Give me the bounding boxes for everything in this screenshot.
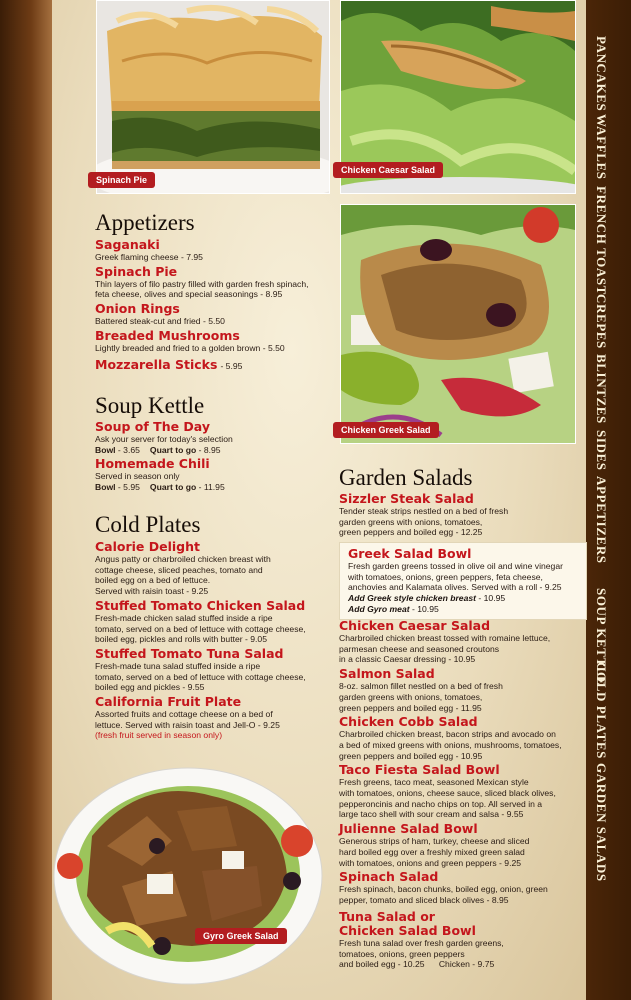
soup-list [95, 420, 335, 495]
spinach-pie-photo [96, 0, 330, 194]
item-description: Generous strips of ham, turkey, cheese and sliced hard boiled egg over a freshly mixed green salad with tomatoes, onions and green peppers - 9.25 [339, 836, 530, 868]
item-name: Soup of The Day [95, 419, 210, 434]
category-tab-crepes[interactable]: CREPES [594, 294, 609, 349]
menu-item [339, 822, 584, 868]
item-name: Stuffed Tomato Chicken Salad [95, 597, 306, 613]
item-name: Saganaki [95, 237, 160, 252]
item-name: Breaded Mushrooms [95, 327, 240, 343]
item-description: Fresh greens, taco meat, seasoned Mexican style with tomatoes, onions, cheese sauce, sliced black olives, pepperoncinis and nacho chips on top. All served in a large taco shell with sour cream and salsa - 9.55 [339, 777, 556, 820]
category-tab-appetizers[interactable]: APPETIZERS [594, 476, 609, 564]
menu-item [339, 619, 584, 665]
item-description: Fresh tuna salad over fresh garden greens, tomatoes, onions, green peppers and boiled egg - 10.25 Chicken - 9.75 [339, 938, 504, 970]
item-description: Fresh spinach, bacon chunks, boiled egg, onion, green pepper, tomato and sliced black olives - 8.95 [339, 884, 548, 905]
soup-kettle-heading: Soup Kettle [95, 393, 205, 418]
item-description: Tender steak strips nestled on a bed of fresh garden greens with onions, tomatoes, green peppers and boiled egg - 12.25 [339, 506, 509, 538]
gyro-greek-photo [52, 756, 324, 988]
item-description: Greek flaming cheese - 7.95 [95, 252, 203, 262]
tuna-chicken-salad-bowl [339, 910, 584, 970]
category-sidebar [586, 0, 631, 1000]
greek-bowl-addon-chicken [348, 593, 578, 604]
item-name: Chicken Cobb Salad [339, 714, 478, 730]
addon-price: - 10.95 [478, 593, 506, 604]
item-name: Onion Rings [95, 301, 180, 317]
item-name: Taco Fiesta Salad Bowl [339, 762, 500, 778]
menu-item [339, 763, 584, 820]
item-description: Battered steak-cut and fried - 5.50 [95, 316, 225, 327]
cold-plates-list [95, 540, 335, 743]
menu-item [95, 238, 335, 263]
item-name: Homemade Chili [95, 456, 210, 472]
item-description: Assorted fruits and cottage cheese on a bed of lettuce. Served with raisin toast and Jell-O - 9.25 [95, 709, 280, 730]
menu-item [95, 457, 335, 492]
category-tab-waffles[interactable]: WAFFLES [594, 114, 609, 180]
item-description: Fresh-made tuna salad stuffed inside a ripe tomato, served on a bed of lettuce with cottage cheese, boiled egg and pickles - 9.55 [95, 660, 306, 693]
item-description: Fresh-made chicken salad stuffed inside a ripe tomato, served on a bed of lettuce with cottage cheese, boiled egg, pickles and rolls with butter - 9.05 [95, 612, 306, 645]
item-name: Sizzler Steak Salad [339, 491, 474, 506]
bowl-label: Bowl [95, 482, 116, 493]
item-description: Served in season only [95, 471, 180, 482]
menu-item [339, 715, 584, 761]
item-description: Lightly breaded and fried to a golden brown - 5.50 [95, 342, 285, 353]
price-line [95, 482, 335, 493]
appetizers-heading: Appetizers [95, 210, 195, 235]
quart-label: Quart to go [149, 444, 197, 455]
addon-label: Add Gyro meat [348, 604, 410, 615]
item-name: Mozzarella Sticks [95, 356, 218, 372]
item-name: Salmon Salad [339, 666, 435, 682]
chicken-greek-caption: Chicken Greek Salad [333, 422, 439, 438]
item-description: Thin layers of filo pastry filled with garden fresh spinach, feta cheese, olives and special seasonings - 8.95 [95, 278, 309, 300]
garden-salads-heading: Garden Salads [339, 465, 473, 490]
quart-price: - 8.95 [198, 444, 221, 455]
item-description: 8-oz. salmon fillet nestled on a bed of fresh garden greens with onions, tomatoes, green peppers and boiled egg - 11.95 [339, 681, 503, 713]
item-note: (fresh fruit served in season only) [95, 730, 223, 741]
garden-salads-list [339, 619, 584, 908]
category-tabs [593, 36, 623, 976]
bowl-label: Bowl [95, 444, 116, 455]
item-description: Charbroiled chicken breast tossed with romaine lettuce, parmesan cheese and seasoned croutons in a classic Caesar dressing - 10.95 [339, 633, 551, 665]
menu-item [95, 540, 335, 597]
bowl-price: - 3.65 [117, 444, 140, 455]
category-tab-cold-plates[interactable]: COLD PLATES [594, 662, 609, 760]
menu-item [339, 870, 584, 905]
quart-label: Quart to go [149, 482, 197, 493]
menu-item [95, 265, 335, 300]
category-tab-sides[interactable]: SIDES [594, 430, 609, 471]
greek-bowl-addon-gyro [348, 604, 578, 615]
item-name: California Fruit Plate [95, 694, 242, 710]
menu-item [95, 420, 335, 455]
chicken-greek-photo [340, 204, 576, 444]
category-tab-pancakes[interactable]: PANCAKES [594, 36, 609, 112]
item-name: Chicken Caesar Salad [339, 618, 491, 633]
item-name: Stuffed Tomato Tuna Salad [95, 645, 284, 661]
item-name-line1: Tuna Salad or [339, 909, 435, 924]
menu-item [95, 356, 335, 374]
category-tab-soup-kettle[interactable]: SOUP KETTLE [594, 588, 609, 686]
price-line [95, 445, 335, 456]
menu-item [95, 599, 335, 645]
quart-price: - 11.95 [198, 482, 225, 493]
cold-plates-heading: Cold Plates [95, 512, 201, 537]
appetizers-list [95, 238, 335, 376]
menu-item [95, 302, 335, 327]
item-description: Charbroiled chicken breast, bacon strips and avocado on a bed of mixed greens with onions, mushrooms, tomatoes, green peppers and boiled egg - 10.95 [339, 729, 562, 761]
category-tab-garden-salads[interactable]: GARDEN SALADS [594, 763, 609, 882]
item-description: Angus patty or charbroiled chicken breast with cottage cheese, sliced peaches, tomato and boiled egg on a bed of lettuce. Served with raisin toast - 9.25 [95, 554, 271, 597]
bowl-price: - 5.95 [117, 482, 140, 493]
category-tab-blintzes[interactable]: BLINTZES [594, 354, 609, 424]
menu-item [95, 329, 335, 354]
menu-item [95, 647, 335, 693]
item-name: Spinach Salad [339, 869, 439, 885]
category-tab-french-toast[interactable]: FRENCH TOAST [594, 186, 609, 295]
item-name: Julienne Salad Bowl [339, 821, 478, 837]
menu-item [339, 667, 584, 713]
item-name-line2: Chicken Salad Bowl [339, 923, 476, 938]
item-name: Greek Salad Bowl [348, 546, 472, 561]
chicken-caesar-caption: Chicken Caesar Salad [333, 162, 443, 178]
menu-item [95, 695, 335, 741]
item-description: Ask your server for today's selection [95, 434, 233, 444]
item-name: Calorie Delight [95, 539, 201, 554]
gyro-greek-caption: Gyro Greek Salad [195, 928, 287, 944]
sizzler-steak-salad [339, 492, 579, 538]
addon-label: Add Greek style chicken breast [348, 593, 477, 604]
item-description: Fresh garden greens tossed in olive oil and wine vinegar with tomatoes, onions, green peppers, feta cheese, anchovies and Kalamata olives. Served with a roll - 9.25 [348, 561, 563, 593]
left-border [0, 0, 52, 1000]
item-description: - 5.95 [220, 360, 243, 371]
addon-price: - 10.95 [412, 604, 439, 615]
greek-salad-bowl-box [339, 542, 587, 620]
item-name: Spinach Pie [95, 263, 178, 279]
spinach-pie-caption: Spinach Pie [88, 172, 155, 188]
